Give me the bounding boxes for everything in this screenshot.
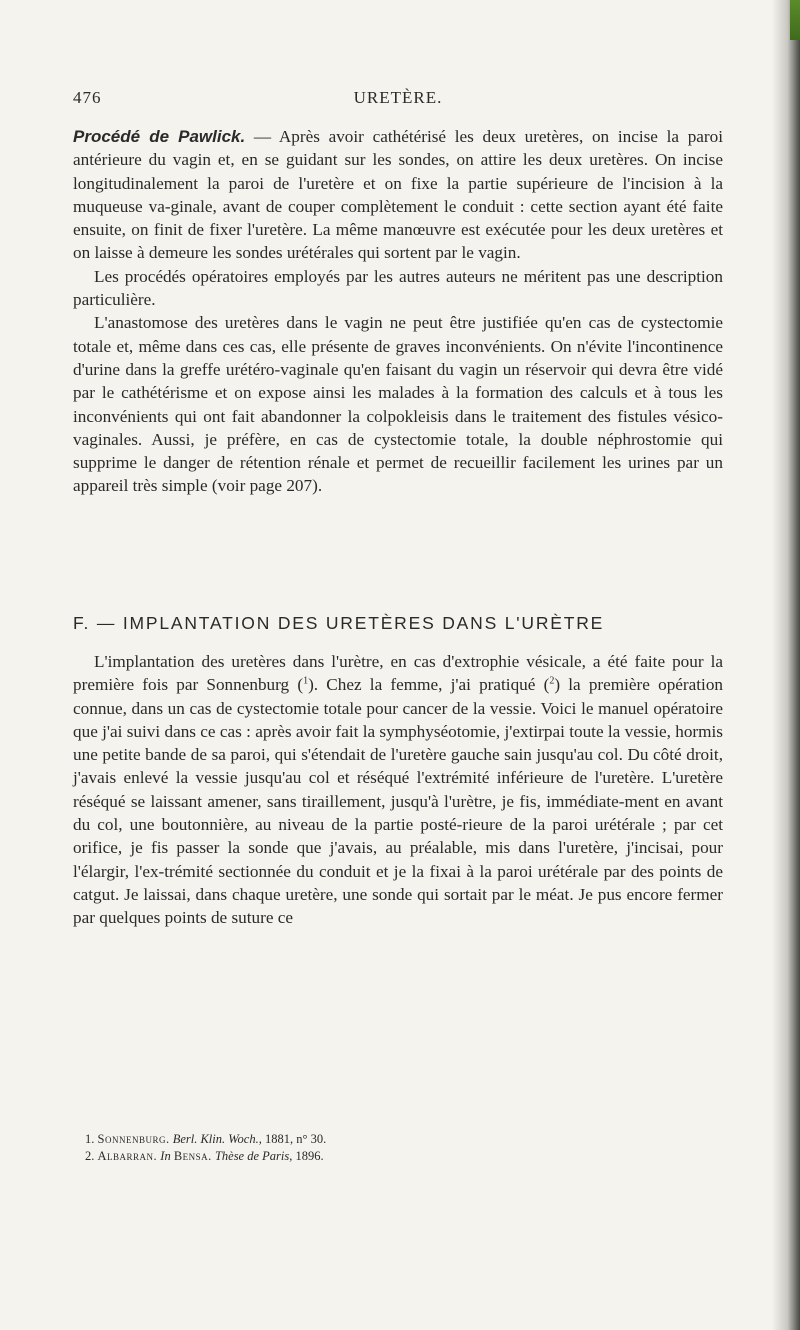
page-header: [73, 88, 723, 112]
paragraph-text: — Après avoir cathétérisé les deux uretères, on incise la paroi antérieure du vagin et, en se guidant sur les sondes, on attire les deux uretères. On incise longitudinalement la paroi de l'uretère et on fixe la partie supérieure de l'incision à la muqueuse va-ginale, avant de couper complètement le conduit : cette section ayant été faite ensuite, on finit de fixer l'uretère. La même manœuvre est exécutée pour les deux uretères et on laisse à demeure les sondes urétérales qui sortent par le vagin.: [73, 127, 724, 263]
page-number: 476: [73, 88, 102, 107]
footnotes: [85, 1131, 705, 1165]
footnote-author: Albarran.: [97, 1149, 158, 1163]
footnote-reference: 1: [303, 675, 309, 687]
paragraph-text: ). Chez la femme, j'ai pratiqué (: [308, 675, 550, 695]
pawlick-procedure-section: [73, 125, 723, 498]
footnote-in: In: [160, 1149, 171, 1163]
paragraph-text: L'implantation des uretères dans l'urètre, en cas d'extrophie vésicale, a été faite pour la première fois par Sonnenburg (: [73, 652, 723, 695]
paragraph: Les procédés opératoires employés par les autres auteurs ne méritent pas une description particulière.: [73, 266, 723, 310]
page-edge-shadow: [772, 0, 800, 1330]
footnote-reference: 2: [549, 675, 555, 687]
implantation-section: [73, 650, 723, 930]
footnote-number: 2.: [85, 1149, 95, 1163]
paragraph-text: ) la première opération connue, dans un cas de cystectomie totale pour cancer de la vessie. Voici le manuel opératoire que j'ai suivi dans ce cas : après avoir fait la symphyséotomie, j'extirpai toute la vessie, hormis une petite bande de sa paroi, qui s'étendait de l'uretère gauche sain jusqu'au col. Du côté droit, j'avais enlevé la vessie jusqu'au col et réséqué l'extrémité inférieure de l'uretère. L'uretère réséqué se laissant amener, sans tiraillement, jusqu'à l'urètre, je fis, immédiate-ment en avant du col, une boutonnière, au niveau de la partie posté-rieure de la paroi urétérale ; par cet orifice, je fis passer la sonde que j'avais, au préalable, mis dans l'uretère, j'incisai, pour l'élargir, l'ex-trémité sectionnée du conduit et je la fixai à la paroi urétérale par des points de catgut. Je laissai, dans chaque uretère, une sonde qui sortait par le méat. Je pus encore fermer par quelques points de suture ce: [73, 675, 724, 928]
footnote-secondary-author: Bensa.: [173, 1149, 212, 1163]
running-title: URETÈRE.: [353, 88, 443, 107]
procedure-title: Procédé de Pawlick.: [73, 127, 246, 146]
section-heading: F. — IMPLANTATION DES URETÈRES DANS L'URÈTRE: [73, 613, 605, 633]
page-edge-tab: [790, 0, 800, 40]
footnote-details: , 1881, n° 30.: [258, 1132, 327, 1146]
footnote-number: 1.: [85, 1132, 95, 1146]
footnote-author: Sonnenburg.: [97, 1132, 170, 1146]
paragraph: [73, 650, 723, 930]
footnote-source: Berl. Klin. Woch.: [172, 1132, 259, 1146]
footnote: [85, 1131, 705, 1148]
paragraph: [73, 125, 723, 265]
footnote: [85, 1148, 705, 1165]
paragraph: L'anastomose des uretères dans le vagin ne peut être justifiée qu'en cas de cystectomie totale et, même dans ces cas, elle présente de graves inconvénients. On n'évite l'incontinence d'urine dans la greffe urétéro-vaginale qu'en faisant du vagin un réservoir qui devra être vidé par le cathétérisme et on expose ainsi les malades à la formation des calculs et à tous les inconvénients qui ont fait abandonner la colpokleisis dans le traitement des fistules vésico-vaginales. Aussi, je préfère, en cas de cystectomie totale, la double néphrostomie qui supprime le danger de rétention rénale et permet de recueillir facilement les urines par un appareil très simple (voir page 207).: [73, 313, 723, 496]
footnote-source: Thèse de Paris: [214, 1149, 290, 1163]
footnote-details: , 1896.: [289, 1149, 324, 1163]
